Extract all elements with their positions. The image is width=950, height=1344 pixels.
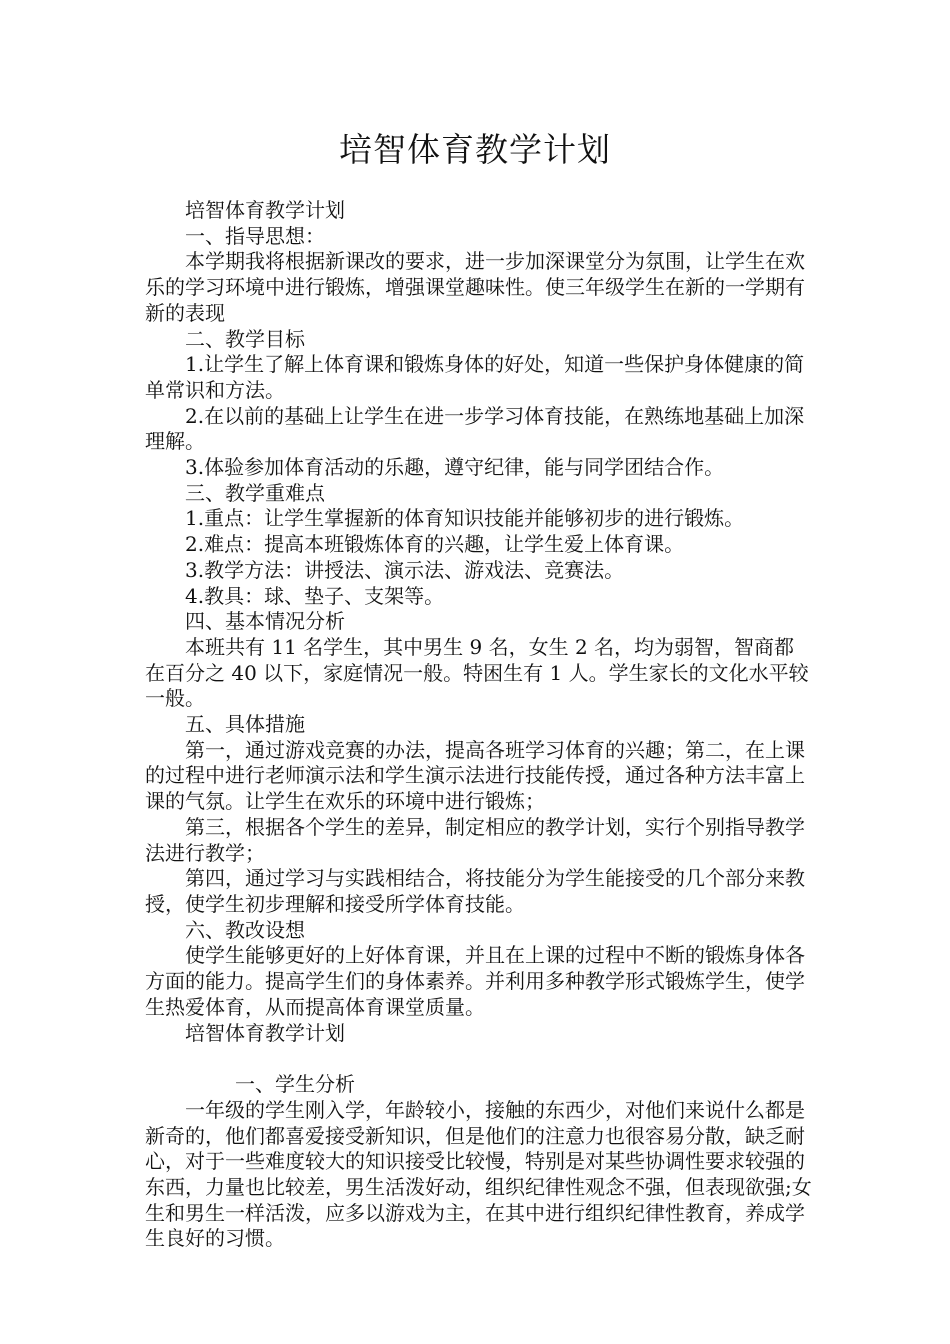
second-plan-title: 培智体育教学计划 xyxy=(185,1020,345,1045)
section-heading-2: 二、教学目标 xyxy=(185,326,305,351)
section-heading-1: 一、指导思想： xyxy=(185,223,325,248)
document-body xyxy=(145,198,813,1252)
measure-paragraph-3: 第三，根据各个学生的差异，制定相应的教学计划，实行个别指导教学法进行教学； xyxy=(145,814,805,865)
section-heading-3: 三、教学重难点 xyxy=(185,480,325,505)
document-title: 培智体育教学计划 xyxy=(339,130,611,169)
measure-paragraph-1: 第一，通过游戏竞赛的办法，提高各班学习体育的兴趣；第二，在上课的过程中进行老师演示法和学生演示法进行技能传授，通过各种方法丰富上课的气氛。让学生在欢乐的环境中进行锻炼； xyxy=(145,737,805,814)
section-heading-5: 五、具体措施 xyxy=(185,712,305,737)
key-point-item-2: 2.难点：提高本班锻炼体育的兴趣，让学生爱上体育课。 xyxy=(185,532,685,557)
class-situation-paragraph: 本班共有 11 名学生，其中男生 9 名，女生 2 名，均为弱智，智商都在百分之 40 以下，家庭情况一般。特困生有 1 人。学生家长的文化水平较一般。 xyxy=(145,634,809,711)
key-point-item-4: 4.教具：球、垫子、支架等。 xyxy=(185,583,445,608)
blank-line xyxy=(145,1046,813,1072)
section-heading-4: 四、基本情况分析 xyxy=(185,609,345,634)
reform-idea-paragraph: 使学生能够更好的上好体育课，并且在上课的过程中不断的锻炼身体各方面的能力。提高学生们的身体素养。并利用多种教学形式锻炼学生，使学生热爱体育，从而提高体育课堂质量。 xyxy=(145,943,805,1019)
goal-item-2: 2.在以前的基础上让学生在进一步学习体育技能，在熟练地基础上加深理解。 xyxy=(145,403,805,454)
section-heading-6: 六、教改设想 xyxy=(185,917,305,942)
key-point-item-1: 1.重点：让学生掌握新的体育知识技能并能够初步的进行锻炼。 xyxy=(185,506,745,531)
measure-paragraph-4: 第四，通过学习与实践相结合，将技能分为学生能接受的几个部分来教授，使学生初步理解和接受所学体育技能。 xyxy=(145,866,805,916)
goal-item-3: 3.体验参加体育活动的乐趣，遵守纪律，能与同学团结合作。 xyxy=(185,455,725,480)
subtitle-paragraph: 培智体育教学计划 xyxy=(185,198,345,222)
key-point-item-3: 3.教学方法：讲授法、演示法、游戏法、竞赛法。 xyxy=(185,557,625,582)
guiding-thought-paragraph: 本学期我将根据新课改的要求，进一步加深课堂分为氛围，让学生在欢乐的学习环境中进行锻炼，增强课堂趣味性。使三年级学生在新的一学期有新的表现 xyxy=(145,249,805,325)
student-analysis-paragraph: 一年级的学生刚入学，年龄较小，接触的东西少，对他们来说什么都是新奇的，他们都喜爱接受新知识，但是他们的注意力也很容易分散，缺乏耐心，对于一些难度较大的知识接受比较慢，特别是对某些协调性要求较强的东西，力量也比较差，男生活泼好动，组织纪律性观念不强，但表现欲强;女生和男生一样活泼，应多以游戏为主，在其中进行组织纪律性教育，养成学生良好的习惯。 xyxy=(145,1097,812,1251)
goal-item-1: 1.让学生了解上体育课和锻炼身体的好处，知道一些保护身体健康的简单常识和方法。 xyxy=(145,352,805,402)
student-analysis-heading: 一、学生分析 xyxy=(235,1072,355,1097)
